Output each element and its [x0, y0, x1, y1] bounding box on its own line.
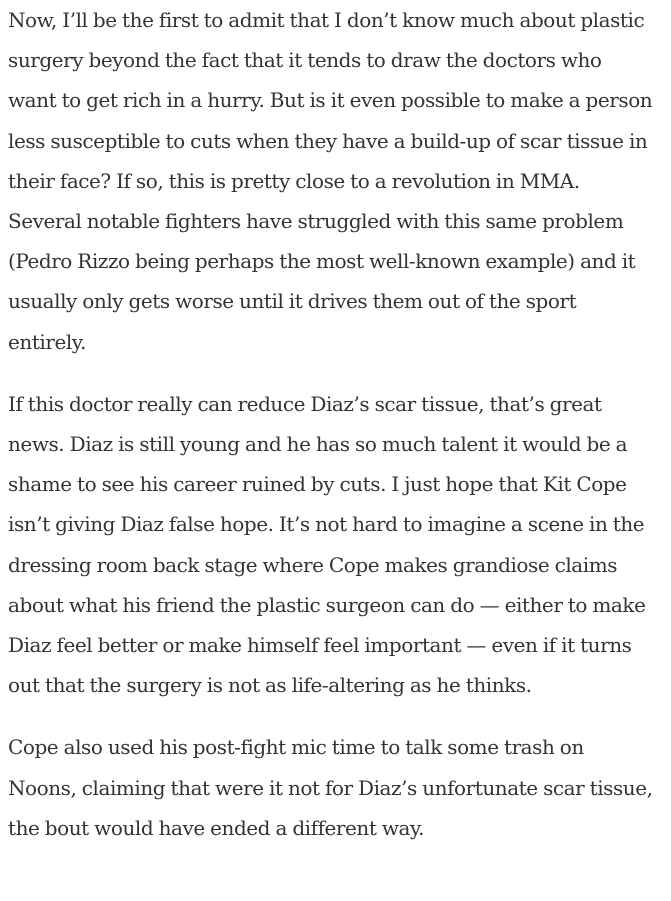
paragraph-plastic-surgery: Now, I’ll be the first to admit that I don’t know much about plastic surgery beyond the fact that it tends to draw the doctors who want to get rich in a hurry. But is it even possible to make a person less susceptible to cuts when they have a build-up of scar tissue in their face? If so, this is pretty close to a revolution in MMA. Several notable fighters have struggled with this same problem (Pedro Rizzo being perhaps the most well-known example) and it usually only gets worse until it drives them out of the sport entirely. [8, 8, 653, 354]
paragraph-cope-trash-talk: Cope also used his post-fight mic time to talk some trash on Noons, claiming that were it not for Diaz’s unfortunate scar tissue, the bout would have ended a different way. [8, 735, 653, 840]
paragraph-scar-tissue-hope: If this doctor really can reduce Diaz’s scar tissue, that’s great news. Diaz is still young and he has so much talent it would be a shame to see his career ruined by cuts. I just hope that Kit Cope isn’t giving Diaz false hope. It’s not hard to imagine a scene in the dressing room back stage where Cope makes grandiose claims about what his friend the plastic surgeon can do — either to make Diaz feel better or make himself feel important — even if it turns out that the surgery is not as life-altering as he thinks. [8, 391, 646, 698]
